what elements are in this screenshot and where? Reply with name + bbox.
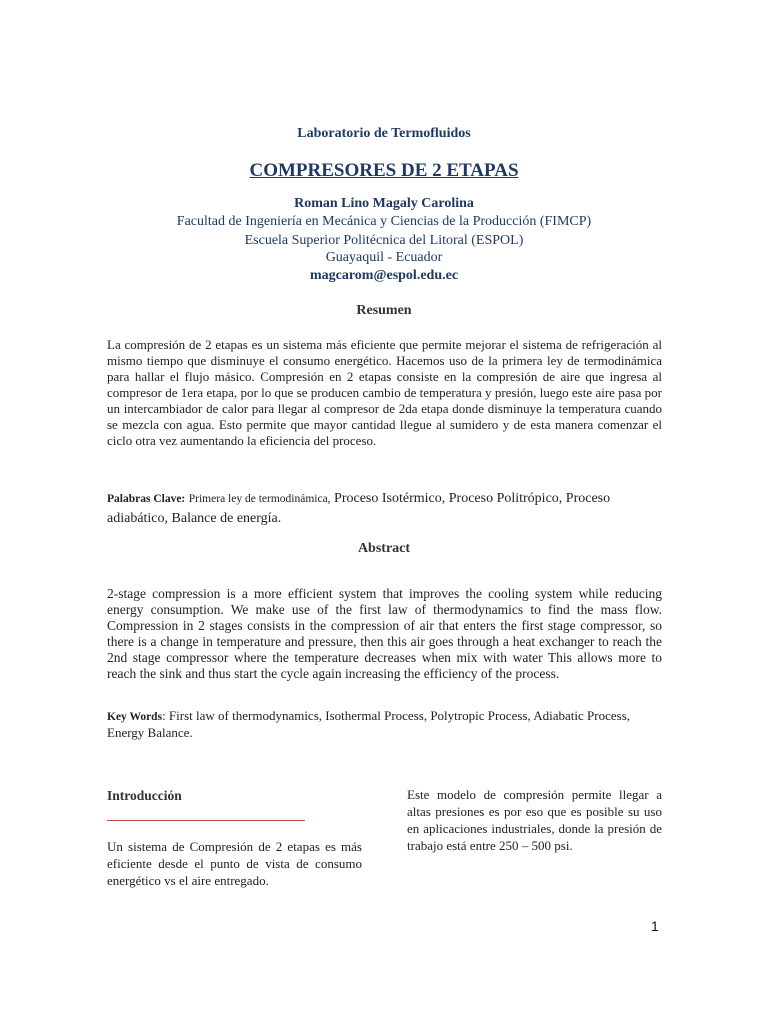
- palabras-clave-first: Primera ley de termodinámica,: [188, 493, 331, 505]
- author-name: Roman Lino Magaly Carolina: [294, 196, 474, 211]
- key-words-label: Key Words: [107, 711, 163, 723]
- palabras-clave-rest: Proceso Isotérmico, Proceso Politrópico, Proceso adiabático, Balance de energía.: [107, 491, 611, 526]
- abstract-body: 2-stage compression is a more efficient system that improves the cooling system while reducing energy consumption. We make use of the first law of thermodynamics to find the mass flow. Compression in 2 stages consists in the compression of air that enters the first stage compressor, so there is a change in temperature and pressure, then this air goes through a heat exchanger to reach the 2nd stage compressor where the temperature decreases when mix with water This allows more to reach the sink and thus start the cycle again increasing the efficiency of the process.: [107, 586, 662, 681]
- palabras-clave: [107, 489, 667, 528]
- location: Guayaquil - Ecuador: [325, 250, 443, 265]
- affiliation-faculty: Facultad de Ingeniería en Mecánica y Ciencias de la Producción (FIMCP): [176, 214, 592, 229]
- palabras-clave-label: Palabras Clave:: [107, 493, 186, 505]
- intro-right-column: Este modelo de compresión permite llegar a altas presiones es por eso que es posible su uso en aplicaciones industriales, donde la presión de trabajo está entre 250 – 500 psi.: [407, 787, 662, 853]
- paper-title: COMPRESORES DE 2 ETAPAS: [249, 160, 519, 181]
- resumen-heading: Resumen: [356, 303, 412, 318]
- lab-title: Laboratorio de Termofluidos: [297, 126, 471, 141]
- resumen-body: La compresión de 2 etapas es un sistema más eficiente que permite mejorar el sistema de refrigeración al mismo tiempo que disminuye el consumo energético. Hacemos uso de la primera ley de termodinámica para hallar el flujo másico. Compresión en 2 etapas consiste en la compresión de aire que ingresa al compresor de 1era etapa, por lo que se producen cambio de temperatura y presión, luego este aire pasa por un intercambiador de calor para llegar al compresor de 2da etapa donde disminuye la temperatura cuando se mezcla con agua. Esto permite que mayor cantidad llegue al sumidero y de esta manera comenzar el ciclo otra vez aumentando la eficiencia del proceso.: [107, 337, 662, 448]
- page-number: 1: [651, 918, 659, 934]
- introduccion-heading: Introducción: [107, 788, 182, 803]
- affiliation-university: Escuela Superior Politécnica del Litoral (ESPOL): [244, 233, 524, 248]
- heading-underline-rule: [107, 820, 305, 821]
- key-words: [107, 708, 667, 741]
- key-words-text: : First law of thermodynamics, Isothermal Process, Polytropic Process, Adiabatic Process, Energy Balance.: [107, 708, 630, 740]
- intro-left-column: Un sistema de Compresión de 2 etapas es más eficiente desde el punto de vista de consumo energético vs el aire entregado.: [107, 839, 362, 888]
- abstract-heading: Abstract: [357, 541, 411, 556]
- author-email: magcarom@espol.edu.ec: [309, 268, 459, 283]
